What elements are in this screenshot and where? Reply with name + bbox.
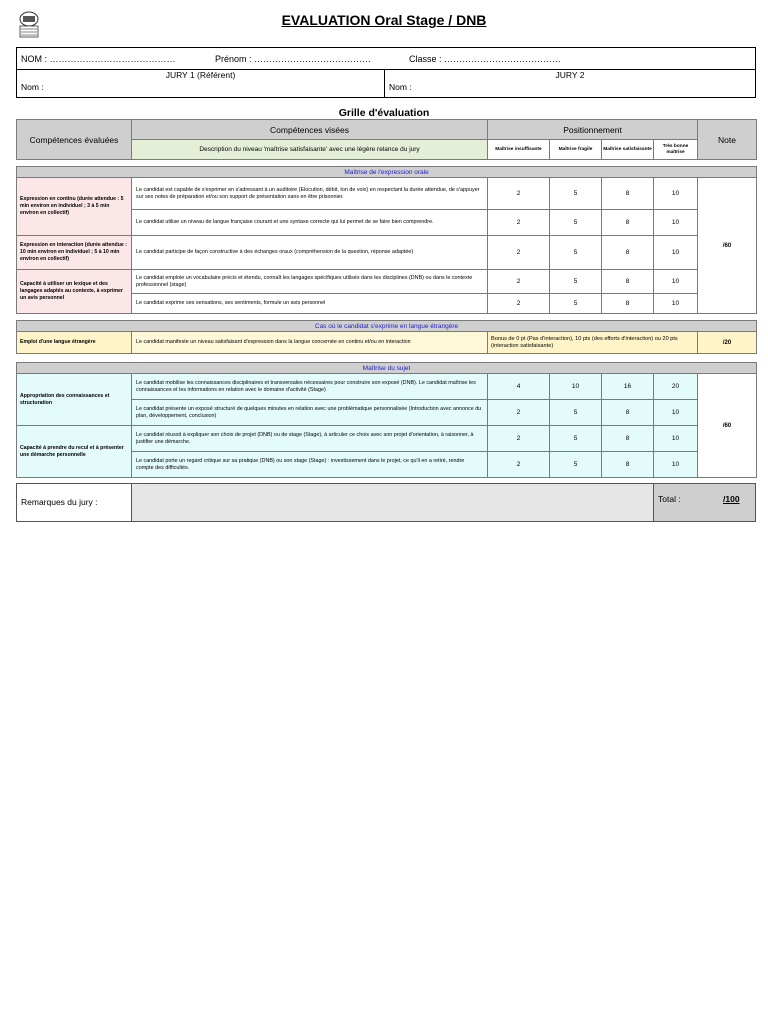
level-tres-bonne: Très bonne maîtrise	[654, 140, 698, 160]
header-note: Note	[698, 120, 757, 160]
competence-label: Expression en interaction (durée attendue : 10 min environ en individuel ; 5 à 10 min environ en collectif)	[17, 236, 132, 270]
score-option[interactable]: 10	[654, 452, 698, 478]
score-option[interactable]: 8	[602, 210, 654, 236]
remarks-total-row	[16, 483, 756, 522]
competence-label: Capacité à utiliser un lexique et des langages adaptés au contexte, à exprimer un avis personnel	[17, 270, 132, 314]
criterion-description: Le candidat participe de façon constructive à des échanges oraux (compréhension de la question, réponse adaptée)	[132, 236, 488, 270]
page-title: EVALUATION Oral Stage / DNB	[281, 12, 487, 28]
criterion-description: Le candidat mobilise les connaissances disciplinaires et transversales nécessaires pour construire son exposé (DNB). Le candidat maîtrise les connaissances et les informations en relation avec le domaine d'activité (Stage)	[132, 374, 488, 400]
score-option[interactable]: 8	[602, 270, 654, 294]
score-option[interactable]: 10	[550, 374, 602, 400]
competence-label: Emploi d'une langue étrangère	[17, 332, 132, 354]
criterion-description: Le candidat emploie un vocabulaire précis et étendu, connaît les langages spécifiques utilisés dans les disciplines (DNB) ou dans le contexte professionnel (stage)	[132, 270, 488, 294]
score-option[interactable]: 2	[488, 210, 550, 236]
criterion-description: Le candidat exprime ses sensations, ses sentiments, formule un avis personnel	[132, 294, 488, 314]
section-note[interactable]: /60	[698, 374, 757, 478]
level-satisfaisante: Maîtrise satisfaisante	[602, 140, 654, 160]
header-description: Description du niveau 'maîtrise satisfaisante' avec une légère relance du jury	[132, 140, 488, 160]
score-option[interactable]: 10	[654, 178, 698, 210]
jury1-label: JURY 1 (Référent)	[165, 70, 236, 80]
remarks-field[interactable]	[132, 484, 654, 521]
jury2-nom-field[interactable]: Nom :	[389, 82, 412, 92]
criterion-description: Le candidat présente un exposé structuré de quelques minutes en relation avec une problématique personnalisée (Introduction avec annonce du plan, développement, conclusion)	[132, 400, 488, 426]
score-option[interactable]: 10	[654, 294, 698, 314]
criterion-description: Le candidat est capable de s'exprimer en s'adressant à un auditoire (Elocution, débit, ton de voix) en respectant la durée attendue, de s'appuyer sur ses notes de préparation et/ou son support de présentation sans en être prisonnier.	[132, 178, 488, 210]
section-title: Cas où le candidat s'exprime en langue étrangère	[17, 321, 757, 332]
level-insuffisante: Maîtrise insuffisante	[488, 140, 550, 160]
grille-title: Grille d'évaluation	[338, 107, 430, 119]
section-title: Maîtrise du sujet	[17, 363, 757, 374]
total-block	[654, 484, 755, 521]
section-note[interactable]: /60	[698, 178, 757, 314]
total-label: Total :	[658, 494, 681, 504]
score-option[interactable]: 2	[488, 400, 550, 426]
score-option[interactable]: 2	[488, 236, 550, 270]
score-option[interactable]: 5	[550, 270, 602, 294]
competence-label: Capacité à prendre du recul et à présenter une démarche personnelle	[17, 426, 132, 478]
score-option[interactable]: 8	[602, 178, 654, 210]
score-option[interactable]: 2	[488, 270, 550, 294]
score-option[interactable]: 5	[550, 294, 602, 314]
score-option[interactable]: 10	[654, 400, 698, 426]
score-option[interactable]: 5	[550, 210, 602, 236]
competence-label: Expression en continu (durée attendue : 5 min environ en individuel ; 3 à 5 min environ en collectif)	[17, 178, 132, 236]
header-positionnement: Positionnement	[488, 120, 698, 140]
score-option[interactable]: 8	[602, 400, 654, 426]
section-note[interactable]: /20	[698, 332, 757, 354]
prenom-field[interactable]: Prénom : …………………………………	[215, 54, 372, 64]
score-option[interactable]: 20	[654, 374, 698, 400]
section-langue-etrangere	[16, 320, 757, 354]
jury2-block	[385, 70, 755, 97]
score-option[interactable]: 10	[654, 270, 698, 294]
total-value[interactable]: /100	[723, 494, 740, 504]
jury1-nom-field[interactable]: Nom :	[21, 82, 44, 92]
criterion-description: Le candidat porte un regard critique sur sa pratique (DNB) ou son stage (Stage) : investissement dans le projet, ce qu'il en a retiré, rendre compte des difficultés.	[132, 452, 488, 478]
criterion-description: Le candidat utilise un niveau de langue française courant et une syntaxe correcte qui lui permet de se faire bien comprendre.	[132, 210, 488, 236]
score-option[interactable]: 4	[488, 374, 550, 400]
criterion-description: Le candidat manifeste un niveau satisfaisant d'expression dans la langue concernée en continu et/ou en interaction	[132, 332, 488, 354]
grille-header	[16, 119, 757, 160]
score-option[interactable]: 10	[654, 426, 698, 452]
section-title: Maîtrise de l'expression orale	[17, 167, 757, 178]
jury1-block	[17, 70, 385, 97]
student-identity-box	[16, 47, 756, 98]
score-option[interactable]: 5	[550, 236, 602, 270]
score-option[interactable]: 10	[654, 210, 698, 236]
score-option[interactable]: 8	[602, 426, 654, 452]
bonus-description: Bonus de 0 pt (Pas d'interaction), 10 pts (des efforts d'interaction) ou 20 pts (interaction satisfaisante)	[488, 332, 698, 354]
score-option[interactable]: 16	[602, 374, 654, 400]
nom-field[interactable]: NOM : ……………………………………	[21, 54, 176, 64]
score-option[interactable]: 5	[550, 178, 602, 210]
remarks-label: Remarques du jury :	[17, 484, 132, 521]
score-option[interactable]: 5	[550, 426, 602, 452]
score-option[interactable]: 8	[602, 452, 654, 478]
score-option[interactable]: 8	[602, 236, 654, 270]
section-maitrise-sujet	[16, 362, 757, 478]
score-option[interactable]: 5	[550, 452, 602, 478]
score-option[interactable]: 2	[488, 178, 550, 210]
jury2-label: JURY 2	[555, 70, 585, 80]
score-option[interactable]: 2	[488, 294, 550, 314]
header-competences-evaluees: Compétences évaluées	[17, 120, 132, 160]
competence-label: Appropriation des connaissances et structuration	[17, 374, 132, 426]
score-option[interactable]: 2	[488, 426, 550, 452]
score-option[interactable]: 5	[550, 400, 602, 426]
score-option[interactable]: 8	[602, 294, 654, 314]
level-fragile: Maîtrise fragile	[550, 140, 602, 160]
classe-field[interactable]: Classe : …………………………………	[409, 54, 562, 64]
header-competences-visees: Compétences visées	[132, 120, 488, 140]
criterion-description: Le candidat réussit à expliquer son choix de projet (DNB) ou de stage (Stage), à articuler ce choix avec son projet d'orientation, à raisonner, à justifier une démarche.	[132, 426, 488, 452]
score-option[interactable]: 2	[488, 452, 550, 478]
section-expression-orale	[16, 166, 757, 314]
score-option[interactable]: 10	[654, 236, 698, 270]
